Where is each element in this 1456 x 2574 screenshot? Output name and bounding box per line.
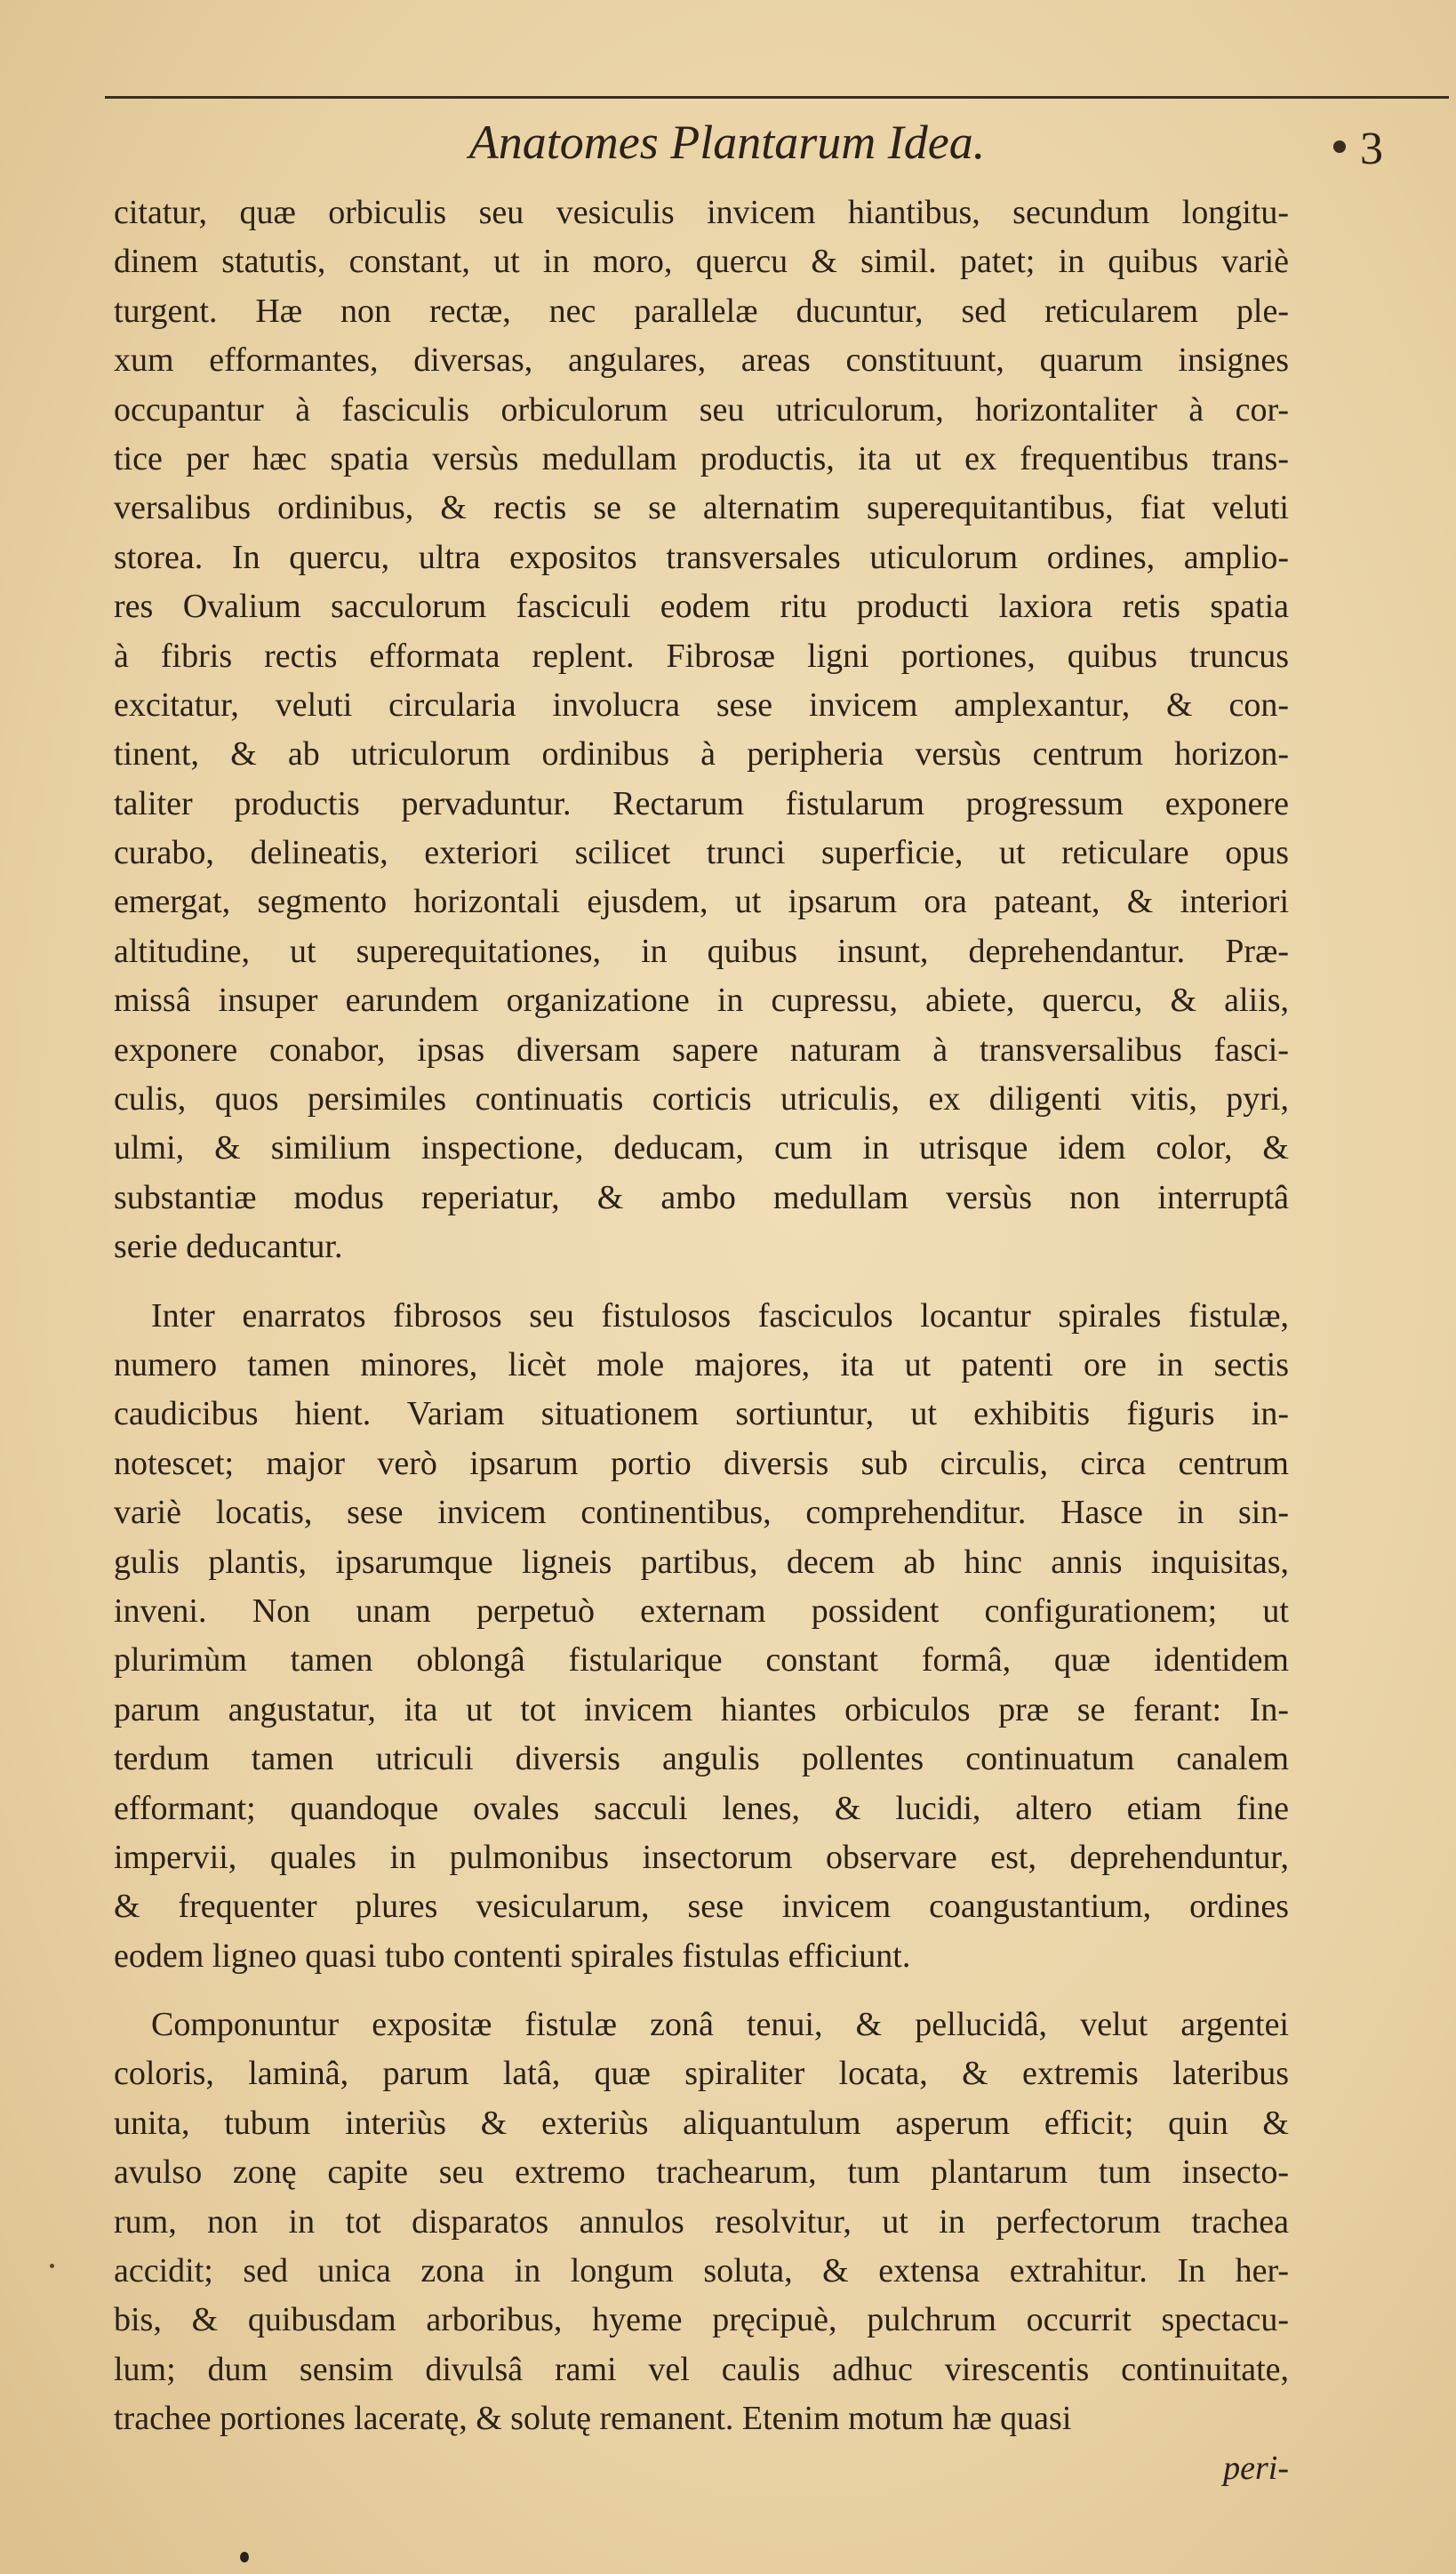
catchword: peri-	[1223, 2449, 1289, 2487]
text-line: versalibus ordinibus, & rectis se se alternatim superequitantibus, fiat veluti	[114, 489, 1289, 527]
text-line: terdum tamen utriculi diversis angulis pollentes continuatum canalem	[114, 1740, 1289, 1778]
text-line: dinem statutis, constant, ut in moro, quercu & simil. patet; in quibus variè	[114, 243, 1289, 281]
text-line: variè locatis, sese invicem continentibus, comprehenditur. Hasce in sin-	[114, 1494, 1289, 1532]
text-line: curabo, delineatis, exteriori scilicet trunci superficie, ut reticulare opus	[114, 834, 1289, 872]
text-line: excitatur, veluti circularia involucra sese invicem amplexantur, & con-	[114, 686, 1289, 724]
text-line: xum efformantes, diversas, angulares, areas constituunt, quarum insignes	[114, 341, 1289, 380]
text-line: res Ovalium sacculorum fasciculi eodem ritu producti laxiora retis spatia	[114, 588, 1289, 626]
text-line: trachee portiones laceratę, & solutę remanent. Etenim motum hæ quasi	[114, 2400, 1072, 2438]
paragraph	[114, 1292, 1289, 1981]
paragraph-gap	[114, 1272, 1289, 1292]
text-line: serie deducantur.	[114, 1228, 343, 1266]
text-line: bis, & quibusdam arboribus, hyeme pręcipuè, pulchrum occurrit spectacu-	[114, 2301, 1289, 2339]
text-line: plurimùm tamen oblongâ fistularique constant formâ, quæ identidem	[114, 1641, 1289, 1680]
text-line: altitudine, ut superequitationes, in quibus insunt, deprehendantur. Præ-	[114, 932, 1289, 970]
text-line: tice per hæc spatia versùs medullam productis, ita ut ex frequentibus trans-	[114, 439, 1289, 477]
text-line: rum, non in tot disparatos annulos resolvitur, ut in perfectorum trachea	[114, 2202, 1289, 2241]
text-line: ulmi, & similium inspectione, deducam, cum in utrisque idem color, &	[114, 1129, 1289, 1167]
text-line: inveni. Non unam perpetuò externam possident configurationem; ut	[114, 1592, 1289, 1630]
text-line: gulis plantis, ipsarumque ligneis partibus, decem ab hinc annis inquisitas,	[114, 1543, 1289, 1581]
text-line: missâ insuper earundem organizatione in cupressu, abiete, quercu, & aliis,	[114, 982, 1289, 1020]
text-line: exponere conabor, ipsas diversam sapere naturam à transversalibus fasci-	[114, 1030, 1289, 1069]
ink-speck	[50, 2264, 54, 2268]
text-line: efformant; quandoque ovales sacculi lenes, & lucidi, altero etiam fine	[114, 1789, 1289, 1827]
text-line: emergat, segmento horizontali ejusdem, ut ipsarum ora pateant, & interiori	[114, 883, 1289, 921]
header-rule	[105, 96, 1449, 99]
text-line: substantiæ modus reperiatur, & ambo medullam versùs non interruptâ	[114, 1178, 1289, 1216]
page-number: 3	[1360, 124, 1383, 174]
text-line: accidit; sed unica zona in longum soluta, & extensa extrahitur. In her-	[114, 2252, 1289, 2290]
text-line: impervii, quales in pulmonibus insectorum observare est, deprehenduntur,	[114, 1838, 1289, 1876]
text-line: notescet; major verò ipsarum portio diversis sub circulis, circa centrum	[114, 1444, 1289, 1482]
text-line: Componuntur expositæ fistulæ zonâ tenui, & pellucidâ, velut argentei	[151, 2006, 1289, 2044]
text-line: lum; dum sensim divulsâ rami vel caulis adhuc virescentis continuitate,	[114, 2350, 1289, 2388]
text-line: parum angustatur, ita ut tot invicem hiantes orbiculos præ se ferant: In-	[114, 1690, 1289, 1728]
paragraph-gap	[114, 1981, 1289, 2001]
body-text	[114, 188, 1289, 2493]
text-line: eodem ligneo quasi tubo contenti spirales fistulas efficiunt.	[114, 1937, 911, 1975]
text-line: taliter productis pervaduntur. Rectarum fistularum progressum exponere	[114, 784, 1289, 822]
text-line: caudicibus hient. Variam situationem sortiuntur, ut exhibitis figuris in-	[114, 1395, 1289, 1433]
text-line: turgent. Hæ non rectæ, nec parallelæ ducuntur, sed reticularem ple-	[114, 292, 1289, 330]
text-line: culis, quos persimiles continuatis corticis utriculis, ex diligenti vitis, pyri,	[114, 1080, 1289, 1119]
text-line: unita, tubum interiùs & exteriùs aliquantulum asperum efficit; quin &	[114, 2104, 1289, 2142]
text-line: à fibris rectis efformata replent. Fibrosæ ligni portiones, quibus truncus	[114, 637, 1289, 675]
ink-blot	[240, 2552, 249, 2562]
text-line: Inter enarratos fibrosos seu fistulosos fasciculos locantur spirales fistulæ,	[151, 1296, 1289, 1335]
text-line: citatur, quæ orbiculis seu vesiculis invicem hiantibus, secundum longitu-	[114, 194, 1289, 231]
paragraph	[114, 188, 1289, 1272]
running-head: Anatomes Plantarum Idea.	[468, 116, 986, 169]
text-line: tinent, & ab utriculorum ordinibus à peripheria versùs centrum horizon-	[114, 735, 1289, 774]
paragraph	[114, 2001, 1289, 2444]
text-line: occupantur à fasciculis orbiculorum seu utriculorum, horizontaliter à cor-	[114, 390, 1289, 429]
text-line: coloris, laminâ, parum latâ, quæ spiraliter locata, & extremis lateribus	[114, 2055, 1289, 2093]
text-line: storea. In quercu, ultra expositos transversales uticulorum ordines, amplio-	[114, 538, 1289, 576]
text-line: & frequenter plures vesicularum, sese invicem coangustantium, ordines	[114, 1888, 1289, 1926]
text-line: avulso zonę capite seu extremo trachearum, tum plantarum tum insecto-	[114, 2153, 1289, 2192]
text-line: numero tamen minores, licèt mole majores, ita ut patenti ore in sectis	[114, 1345, 1289, 1383]
folio-ornament	[1333, 140, 1346, 153]
